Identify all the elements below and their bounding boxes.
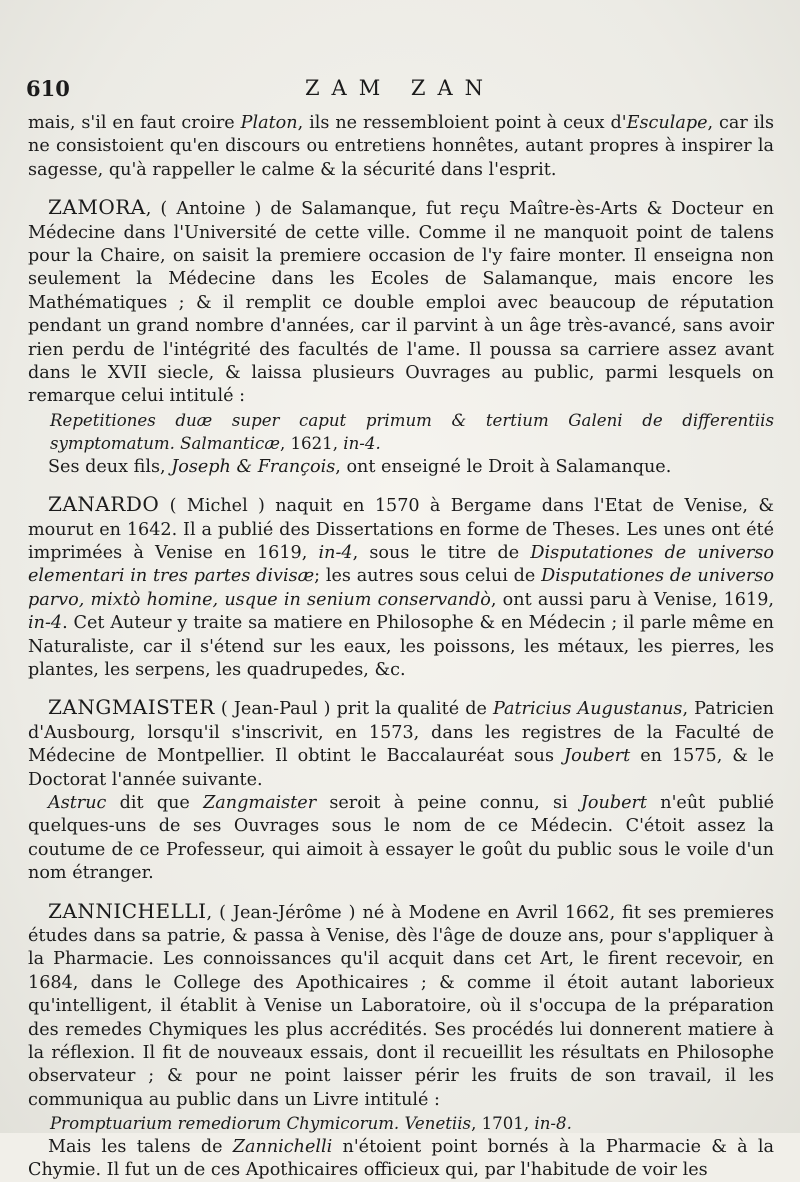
- text-run: , car ils ne consistoient qu'en discours ou entretiens honnêtes, autant propres à inspirer la sagesse, qu'à rappeller le calme & la sécurité dans l'esprit.: [28, 113, 774, 180]
- citation-format: in-4.: [343, 434, 381, 454]
- text-run: naquit en 1570 à Bergame dans l'Etat de Venise, & mourut en 1642. Il a publié des Dissertations en forme de Theses. Les unes ont été imprimées à Venise en 1619,: [28, 496, 774, 563]
- text-run: , ont enseigné le Droit à Salamanque.: [335, 456, 672, 477]
- text-run: Ses deux fils,: [48, 456, 172, 477]
- citation-zannichelli: [28, 1112, 774, 1135]
- citation-zamora: [28, 409, 774, 456]
- intro-paragraph: [28, 112, 774, 182]
- name-astruc: Astruc: [48, 792, 107, 813]
- entry-given-name: ( Jean-Paul ): [214, 699, 337, 720]
- text-run: prit la qualité de: [336, 699, 493, 720]
- text-run: Mais les talens de: [48, 1136, 233, 1157]
- work-title: Disputationes de universo elementari in tres partes divisæ: [28, 542, 775, 587]
- text-run: . Cet Auteur y traite sa matiere en Philosophe & en Médecin ; il parle même en Naturaliste, car il s'étend sur les eaux, les poissons, les métaux, les pierres, les plantes, les serpens, les quadrupedes, &c.: [28, 613, 774, 680]
- entry-zannichelli: [28, 900, 774, 1113]
- text-run: n'étoient point bornés à la Pharmacie & à la Chymie. Il fut un de ces Apothicaires officieux qui, par l'habitude de voir les: [28, 1136, 774, 1181]
- text-run: , ont aussi paru à Venise, 1619,: [490, 589, 774, 610]
- citation-format: in-8.: [534, 1114, 572, 1134]
- body-text: [28, 112, 774, 1182]
- text-run: en 1575, & le Doctorat l'année suivante.: [28, 746, 774, 790]
- work-title: Disputationes de universo parvo, mixtò homine, usque in senium conservandò: [28, 566, 774, 610]
- name-platon: Platon: [240, 113, 298, 133]
- headword-zangmaister: ZANGMAISTER: [48, 695, 215, 720]
- text-run: seroit à peine connu, si: [316, 792, 581, 813]
- text-run: , Patricien d'Ausbourg, lorsqu'il s'inscrivit, en 1573, dans les registres de la Faculté de Médecine de Montpellier. Il obtint le Baccalauréat sous: [28, 699, 774, 767]
- paragraph-astruc: [28, 792, 774, 886]
- name-joubert: Joubert: [564, 746, 631, 767]
- citation-details: , 1701,: [471, 1114, 535, 1134]
- format-label: in-4: [28, 613, 63, 634]
- entry-given-name: ( Michel ): [159, 496, 276, 517]
- header-title: ZAM ZAN: [304, 76, 496, 100]
- citation-title: Promptuarium remediorum Chymicorum. Venetiis: [50, 1114, 472, 1134]
- entry-zamora: [28, 196, 774, 409]
- paragraph-talens: [28, 1136, 774, 1182]
- format-label: in-4: [318, 542, 353, 563]
- entry-zangmaister: [28, 696, 774, 792]
- headword-zannichelli: ZANNICHELLI: [48, 898, 207, 923]
- name-zangmaister: Zangmaister: [203, 792, 317, 813]
- name-joubert: Joubert: [580, 792, 648, 813]
- title-patricius: Patricius Augustanus: [492, 699, 683, 720]
- text-run: dit que: [106, 792, 204, 813]
- citation-details: , 1621,: [279, 434, 344, 454]
- entry-given-name: , ( Jean-Jérôme ): [206, 902, 363, 923]
- headword-zamora: ZAMORA: [48, 195, 146, 220]
- names-sons: Joseph & François: [171, 456, 336, 477]
- entry-given-name: , ( Antoine ): [145, 199, 271, 220]
- entry-text: né à Modene en Avril 1662, fit ses premieres études dans sa patrie, & passa à Venise, dès l'âge de douze ans, pour s'appliquer à la Pharmacie. Les connoissances qu'il acquit dans cet Art, le firent recevoir, en 1684, dans le College des Apothicaires ; & comme il étoit autant laborieux qu'intelligent, il établit à Venise un Laboratoire, où il s'occupa de la préparation des remedes Chymiques les plus accrédités. Ses procédés lui donnerent matiere à la réflexion. Il fit de nouveaux essais, dont il recueillit les résultats en Philosophe observateur ; & pour ne point laisser périr les fruits de son travail, il les communiqua au public dans un Livre intitulé :: [28, 902, 775, 1110]
- text-run: , ils ne ressembloient point à ceux d': [297, 113, 627, 133]
- entry-zanardo: [28, 493, 774, 682]
- name-esculape: Esculape: [626, 113, 708, 133]
- entry-text: de Salamanque, fut reçu Maître-ès-Arts & Docteur en Médecine dans l'Université de cette ville. Comme il ne manquoit point de talens pour la Chaire, on saisit la premiere occasion de l'y faire monter. Il enseigna non seulement la Médecine dans les Ecoles de Salamanque, mais encore les Mathématiques ; & il remplit ce double emploi avec beaucoup de réputation pendant un grand nombre d'années, car il parvint à un âge très-avancé, sans avoir rien perdu de l'intégrité des facultés de l'ame. Il poussa sa carriere assez avant dans le XVII siecle, & laissa plusieurs Ouvrages au public, parmi lesquels on remarque celui intitulé :: [28, 199, 775, 407]
- text-run: , sous le titre de: [352, 542, 531, 563]
- text-run: mais, s'il en faut croire: [28, 113, 241, 133]
- name-zannichelli: Zannichelli: [232, 1136, 333, 1157]
- text-run: ; les autres sous celui de: [314, 566, 542, 587]
- headword-zanardo: ZANARDO: [48, 492, 160, 517]
- page-number: 610: [26, 76, 70, 101]
- paragraph-sons: [28, 456, 774, 479]
- text-run: n'eût publié quelques-uns de ses Ouvrages sous le nom de ce Médecin. C'étoit assez la coutume de ce Professeur, qui aimoit à essayer le goût du public sous le voile d'un nom étranger.: [28, 792, 774, 884]
- citation-title: Repetitiones duæ super caput primum & tertium Galeni de differentiis symptomatum. Salmanticæ: [50, 410, 774, 454]
- running-head: [26, 76, 774, 102]
